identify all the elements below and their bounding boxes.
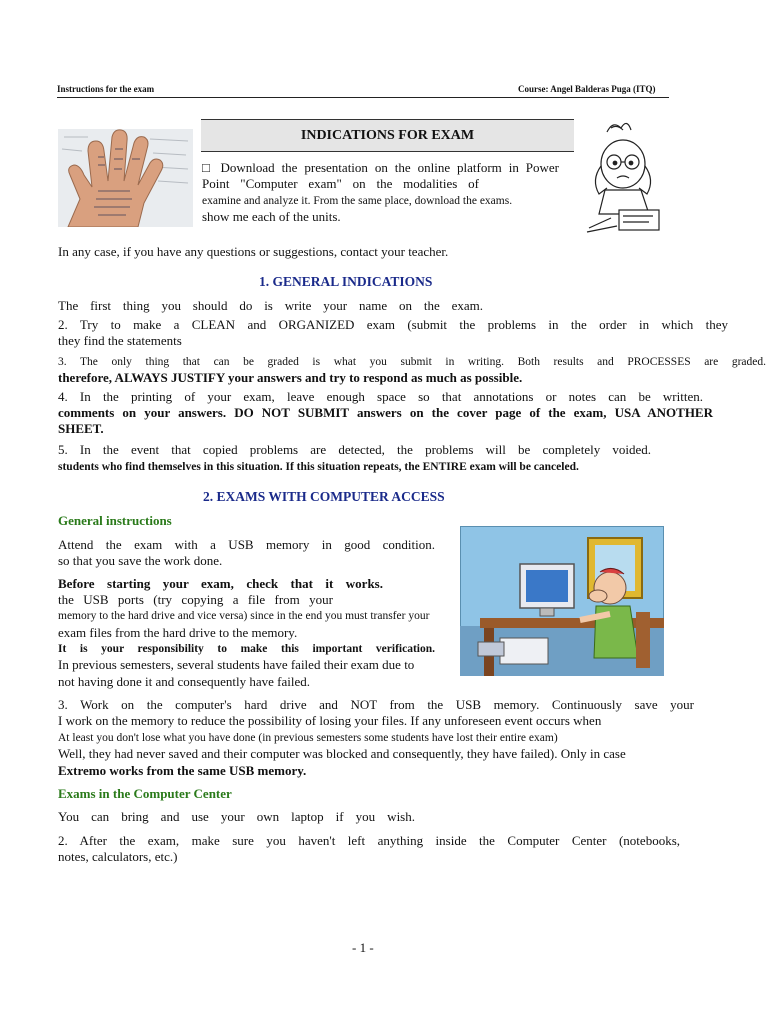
general-item-2: 2. Try to make a CLEAN and ORGANIZED exam (submit the problems in the order in which they	[58, 317, 728, 332]
usb-line-5: memory to the hard drive and vice versa) since in the end you must transfer your	[58, 610, 430, 622]
contact-text: In any case, if you have any questions or suggestions, contact your teacher.	[58, 244, 449, 259]
hand-photo	[58, 129, 193, 227]
intro-line-3: examine and analyze it. From the same place, download the exams.	[202, 195, 513, 207]
section-heading-computer: 2. EXAMS WITH COMPUTER ACCESS	[203, 489, 445, 504]
usb-line-1: Attend the exam with a USB memory in good condition.	[58, 537, 435, 552]
student-cartoon	[583, 118, 665, 238]
general-item-3-cont: therefore, ALWAYS JUSTIFY your answers and try to respond as much as possible.	[58, 370, 523, 385]
general-item-4: 4. In the printing of your exam, leave enough space so that annotations or notes can be written.	[58, 389, 703, 404]
general-item-5: 5. In the event that copied problems are detected, the problems will be completely voided.	[58, 442, 651, 457]
center-item-2: 2. After the exam, make sure you haven't left anything inside the Computer Center (notebooks,	[58, 833, 680, 848]
header-rule	[57, 97, 669, 98]
hard-drive-line-3: At least you don't lose what you have done (in previous semesters some students have lost their entire exam)	[58, 732, 558, 744]
header-left: Instructions for the exam	[57, 84, 155, 94]
hard-drive-line-4: Well, they had never saved and their computer was blocked and consequently, they have failed). Only in case	[58, 746, 626, 761]
subheading-computer-center: Exams in the Computer Center	[58, 786, 232, 801]
general-item-4-cont: comments on your answers. DO NOT SUBMIT answers on the cover page of the exam, USA ANOTHER	[58, 405, 713, 420]
usb-line-6: exam files from the hard drive to the memory.	[58, 625, 298, 640]
usb-line-2: so that you save the work done.	[58, 553, 223, 568]
page-title: INDICATIONS FOR EXAM	[201, 119, 574, 152]
general-item-4-end: SHEET.	[58, 421, 104, 436]
intro-line-4: show me each of the units.	[202, 209, 341, 224]
usb-check-heading: Before starting your exam, check that it works.	[58, 576, 383, 591]
center-item-2-cont: notes, calculators, etc.)	[58, 849, 178, 864]
page-number: - 1 -	[352, 940, 374, 955]
general-item-3: 3. The only thing that can be graded is what you submit in writing. Both results and PROCESSES are graded.	[58, 356, 766, 368]
hard-drive-line-1: 3. Work on the computer's hard drive and NOT from the USB memory. Continuously save your	[58, 697, 694, 712]
center-item-1: You can bring and use your own laptop if you wish.	[58, 809, 415, 824]
usb-responsibility: It is your responsibility to make this important verification.	[58, 643, 435, 655]
usb-line-8: In previous semesters, several students have failed their exam due to	[58, 657, 415, 672]
header-right: Course: Angel Balderas Puga (ITQ)	[518, 84, 656, 94]
hard-drive-line-2: I work on the memory to reduce the possibility of losing your files. If any unforeseen event occurs when	[58, 713, 602, 728]
section-heading-general: 1. GENERAL INDICATIONS	[259, 274, 433, 289]
hard-drive-line-5: Extremo works from the same USB memory.	[58, 763, 307, 778]
general-item-5-cont: students who find themselves in this situation. If this situation repeats, the ENTIRE exam will be canceled.	[58, 461, 579, 473]
subheading-general-instructions: General instructions	[58, 513, 172, 528]
general-item-1: The first thing you should do is write your name on the exam.	[58, 298, 483, 313]
computer-user-illustration	[460, 526, 664, 676]
intro-line-2: Point "Computer exam" on the modalities of	[202, 176, 479, 191]
intro-line-1: □ Download the presentation on the online platform in Power	[202, 160, 559, 175]
usb-line-9: not having done it and consequently have failed.	[58, 674, 310, 689]
general-item-2-cont: they find the statements	[58, 333, 182, 348]
usb-line-4: the USB ports (try copying a file from your	[58, 592, 333, 607]
